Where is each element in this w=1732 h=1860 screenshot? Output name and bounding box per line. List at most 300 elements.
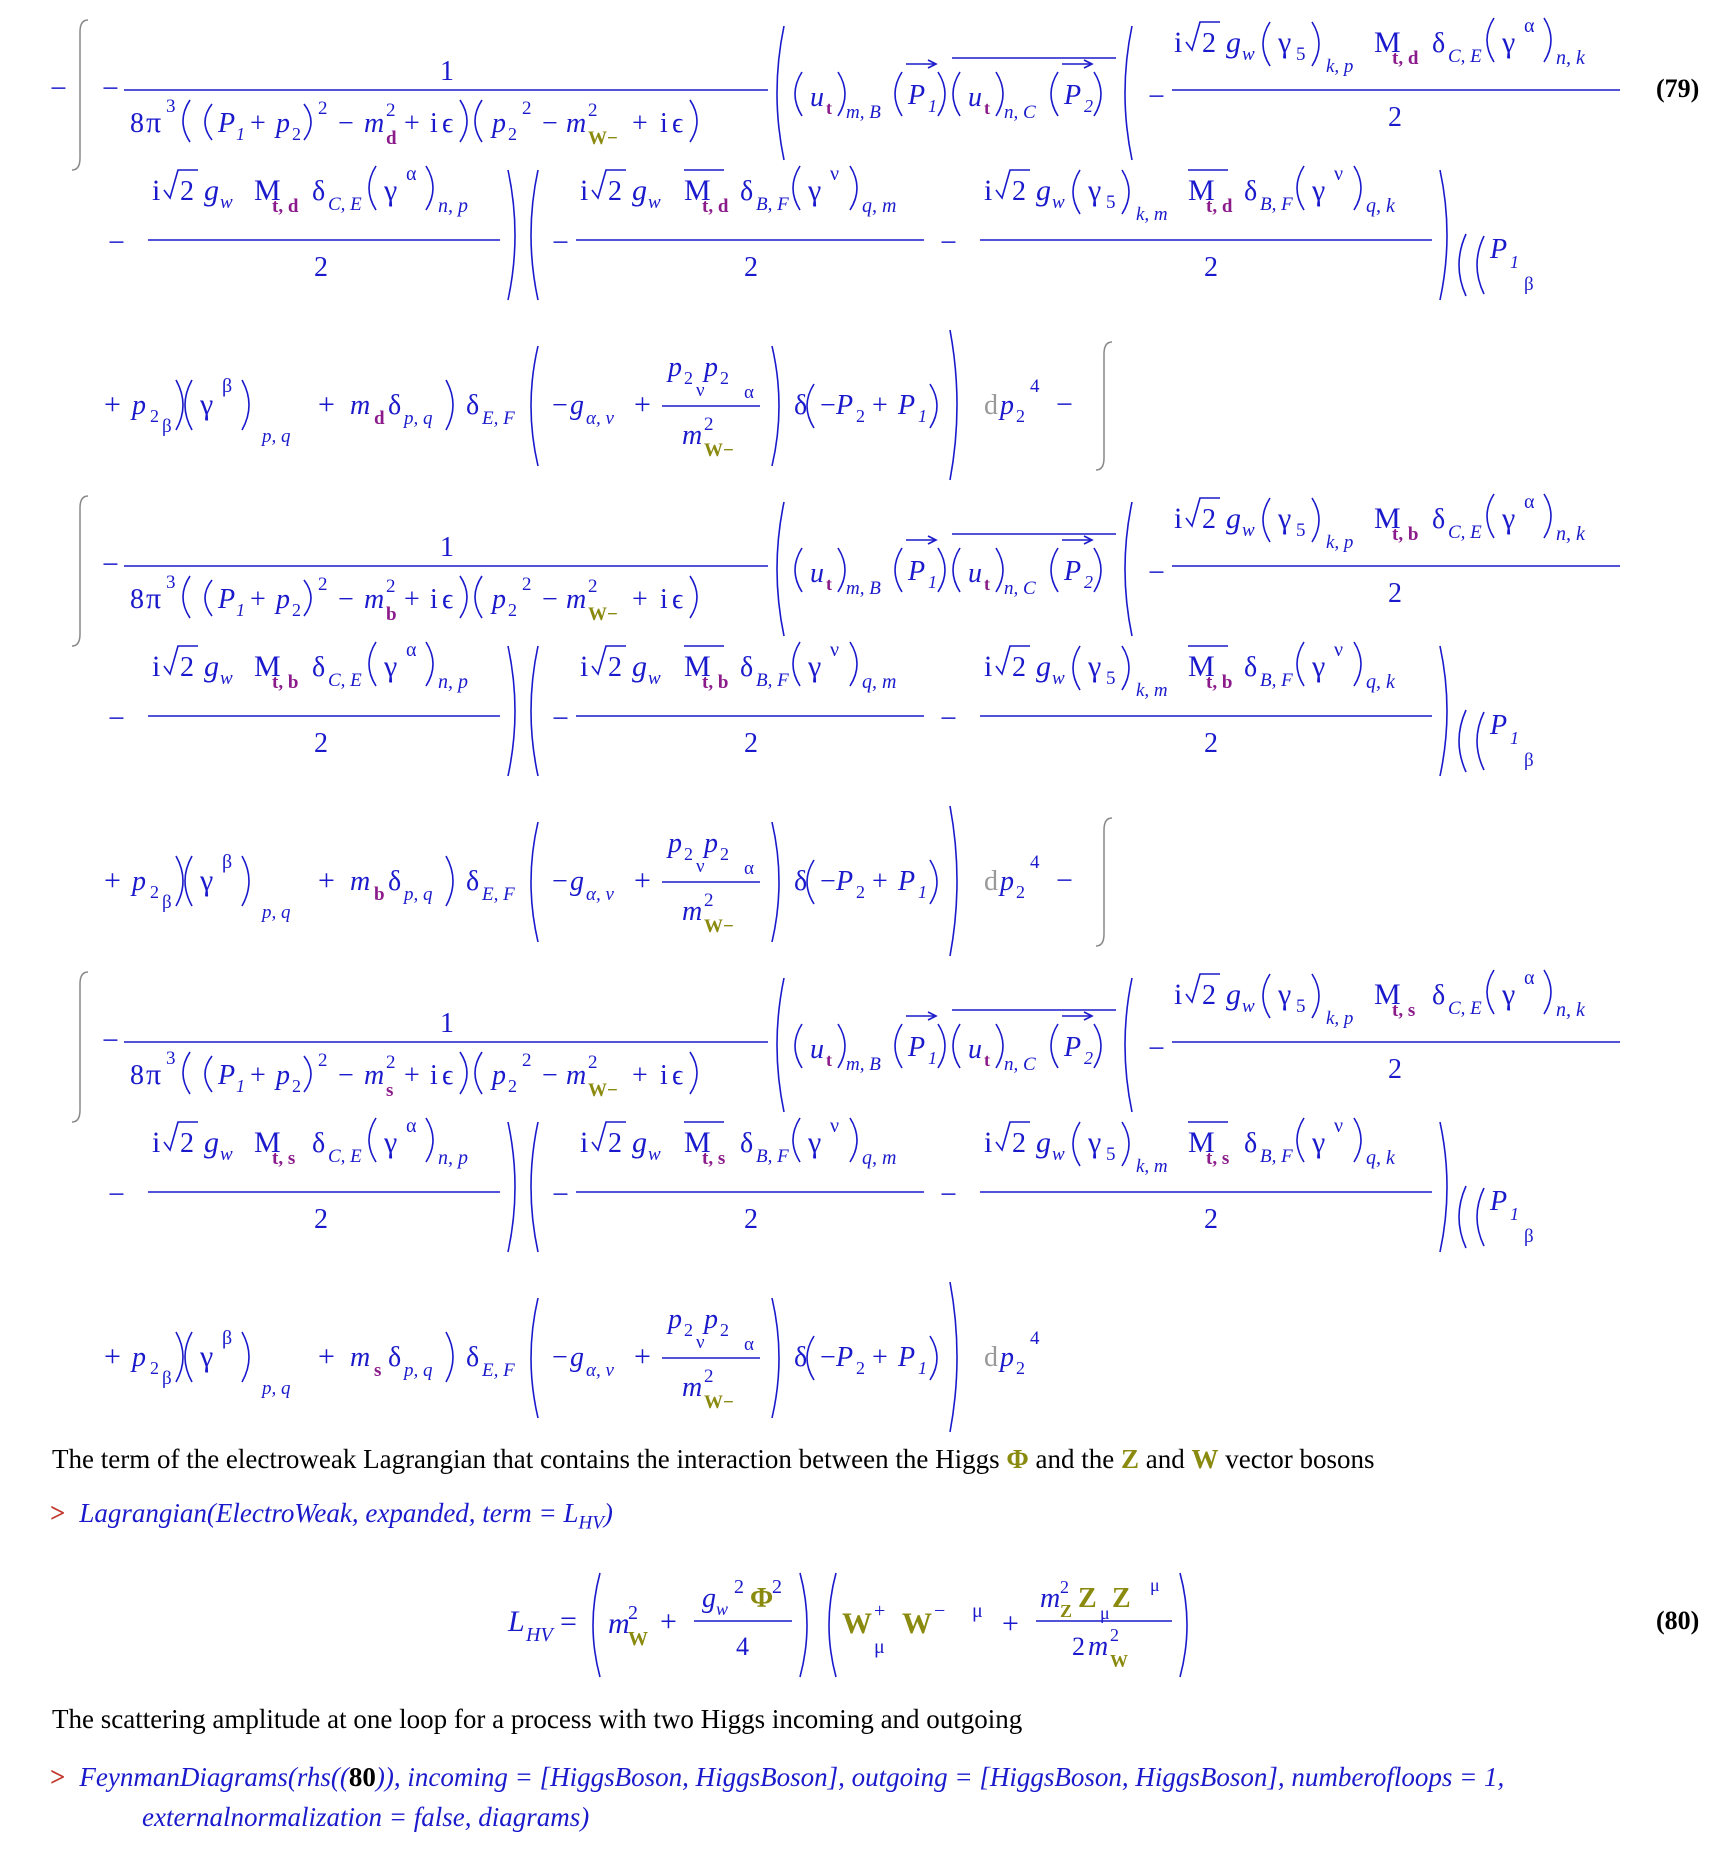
math-glyph: k, m [1136,204,1168,225]
math-glyph: 1 [440,56,454,87]
math-glyph: g [570,390,584,421]
math-glyph: P [898,390,916,421]
math-glyph: n, p [438,195,468,217]
math-glyph: M [254,1126,281,1159]
math-bracket [446,1332,453,1382]
math-glyph: t [984,1050,990,1070]
math-bracket [777,26,784,160]
math-glyph: d [386,128,397,149]
math-bracket [508,646,515,776]
math-glyph: m [566,1060,587,1091]
math-glyph: P [836,866,854,897]
math-bracket [1297,642,1304,686]
math-glyph: M [1374,978,1401,1011]
math-glyph: − [50,72,67,105]
math-glyph: 2 [588,1052,598,1073]
math-glyph: α [1524,491,1535,513]
command-ref: 80 [348,1762,376,1792]
math-glyph: δ [1244,1128,1258,1159]
math-bracket [772,346,779,466]
math-bracket [460,100,467,142]
math-glyph: 2 [150,406,159,426]
math-bracket [1297,1118,1304,1162]
prose-before: The term of the electroweak Lagrangian that contains the interaction between the Higgs [52,1444,1007,1474]
math-bracket [176,856,183,906]
svg-text:μ: μ [972,1600,983,1622]
math-glyph: u [968,558,982,589]
math-glyph: n, k [1556,523,1585,545]
math-glyph: 2 [1084,1048,1093,1068]
math-glyph: β [222,375,233,397]
math-glyph: − [1056,864,1073,897]
math-bracket [1073,646,1080,690]
math-bracket [183,576,190,618]
math-bracket [369,1118,376,1162]
math-glyph: − [552,702,569,735]
math-bracket [1459,234,1466,296]
math-glyph: 2 [720,844,729,864]
svg-text:m: m [1040,1583,1061,1614]
math-glyph: M [684,1126,711,1159]
math-bracket [1544,18,1551,62]
math-glyph: + [872,390,888,421]
math-glyph: δ [388,1342,402,1373]
math-glyph: 5 [1106,192,1116,213]
math-bracket [1477,712,1484,770]
math-glyph: ν [1334,163,1344,185]
math-bracket [793,166,800,210]
math-glyph: g [204,650,219,683]
math-glyph: 2 [704,414,714,435]
math-glyph: m, B [846,102,881,123]
math-glyph: γ [1502,978,1516,1011]
math-bracket [1263,498,1270,542]
math-bracket [1122,1122,1129,1166]
prose-after: vector bosons [1218,1444,1375,1474]
math-glyph: P [218,584,236,615]
math-bracket [304,104,311,140]
math-bracket [475,100,482,142]
math-glyph: δ [312,176,326,207]
math-glyph: δ [1432,980,1446,1011]
math-glyph: w [220,192,233,213]
prompt-marker: > [50,1762,66,1792]
math-glyph: g [204,1126,219,1159]
math-glyph: C, E [328,1146,362,1167]
math-bracket [793,642,800,686]
math-glyph: − [552,1178,569,1211]
math-glyph: + [872,866,888,897]
math-glyph: t, b [1206,672,1233,693]
math-glyph: 2 [704,1366,714,1387]
math-bracket [1073,170,1080,214]
math-glyph: π [146,582,162,615]
svg-text:4: 4 [736,1632,749,1661]
math-glyph: γ [1278,26,1292,59]
math-glyph: m [364,108,385,139]
math-glyph: 2 [704,890,714,911]
math-glyph: 3 [166,96,176,117]
math-glyph: δ [312,652,326,683]
math-glyph: − [552,866,568,897]
math-glyph: α [1524,967,1535,989]
math-glyph: γ [808,650,822,683]
math-bracket [1122,646,1129,690]
svg-text:μ: μ [1100,1603,1110,1623]
math-glyph: 2 [1202,504,1216,535]
math-glyph: P [1064,556,1082,587]
math-glyph: α, ν [586,408,614,429]
math-glyph: δ [312,1128,326,1159]
math-glyph: E, F [482,1360,515,1381]
math-bracket [850,1118,857,1162]
math-bracket [475,1052,482,1094]
math-bracket [531,646,538,776]
math-glyph: E, F [482,408,515,429]
math-glyph: i [152,174,161,207]
math-bracket [1477,236,1484,294]
math-glyph: 1 [440,532,454,563]
integral-sign [72,20,88,170]
math-glyph: 2 [684,844,693,864]
math-glyph: + [634,864,651,897]
math-glyph: n, C [1004,578,1036,599]
math-glyph: − [552,1342,568,1373]
math-glyph: p, q [404,408,433,429]
math-glyph: α [744,382,754,403]
math-glyph: 1 [236,1076,245,1096]
math-glyph: P [1490,1186,1508,1217]
math-glyph: − [338,1060,354,1091]
math-glyph: p [1000,866,1014,897]
math-bracket [938,1024,945,1068]
math-glyph: 2 [292,600,301,620]
math-glyph: t, b [1392,524,1419,545]
math-glyph: g [1226,26,1241,59]
math-glyph: m [566,108,587,139]
math-glyph: u [968,82,982,113]
math-glyph: δ [466,1342,480,1373]
math-glyph: ϵ [672,1060,684,1091]
math-glyph: m, B [846,1054,881,1075]
math-glyph: P [908,556,926,587]
math-glyph: β [162,416,172,437]
math-bracket [930,1336,937,1380]
math-glyph: k, m [1136,680,1168,701]
math-bracket [996,548,1003,592]
math-glyph: B, F [1260,194,1293,215]
math-glyph: + [250,1060,266,1091]
math-glyph: B, F [756,194,789,215]
math-glyph: i [152,650,161,683]
math-glyph: p [704,828,718,859]
math-glyph: 2 [522,1050,532,1071]
math-glyph: + [318,1340,335,1373]
math-glyph: t, s [702,1148,726,1169]
math-glyph: p [668,828,682,859]
math-glyph: 1 [918,406,927,426]
svg-text:g: g [702,1583,716,1614]
math-glyph: γ [200,864,214,897]
math-glyph: 2 [314,252,328,283]
math-glyph: g [204,174,219,207]
svg-text:W: W [902,1607,932,1640]
math-glyph: + [404,584,420,615]
math-glyph: + [104,864,121,897]
math-glyph: t, s [272,1148,296,1169]
math-glyph: δ [1244,176,1258,207]
math-glyph: − [820,866,836,897]
math-glyph: + [104,388,121,421]
math-bracket [183,100,190,142]
integral-sign [1096,818,1112,946]
math-glyph: 2 [508,1076,517,1096]
math-glyph: q, m [862,195,897,217]
math-glyph: 5 [1296,996,1306,1017]
math-glyph: − [940,226,957,259]
math-glyph: p [668,352,682,383]
math-glyph: + [634,1340,651,1373]
math-glyph: − [552,390,568,421]
math-glyph: 2 [588,100,598,121]
math-bracket [895,72,902,116]
lhv-lhs: L [508,1605,525,1638]
math-glyph: B, F [1260,1146,1293,1167]
math-glyph: − [338,108,354,139]
math-glyph: g [1226,978,1241,1011]
math-glyph: 2 [318,1050,328,1071]
math-bracket [1354,1118,1361,1162]
math-bracket [953,72,960,116]
math-glyph: p [492,1060,506,1091]
math-glyph: 2 [522,98,532,119]
math-glyph: α [406,1115,417,1137]
math-glyph: − [102,72,119,105]
math-glyph: 1 [928,96,937,116]
svg-text:W: W [842,1607,872,1640]
math-glyph: w [648,192,661,213]
math-bracket [508,1122,515,1252]
math-bracket [1051,1024,1058,1068]
integral-sign [1096,342,1112,470]
math-glyph: π [146,106,162,139]
math-glyph: 2 [292,124,301,144]
math-bracket [850,642,857,686]
math-glyph: q, k [1366,195,1395,217]
math-glyph: 2 [1012,1128,1026,1159]
math-glyph: α [406,163,417,185]
math-glyph: p [276,584,290,615]
math-bracket [950,806,957,956]
svg-text:2: 2 [772,1576,782,1598]
math-glyph: W− [704,440,734,461]
math-bracket [460,576,467,618]
math-glyph: b [386,604,397,625]
math-glyph: 2 [1084,572,1093,592]
math-glyph: α [406,639,417,661]
math-bracket [1312,498,1319,542]
svg-text:μ: μ [1150,1575,1160,1595]
w-boson-symbol: W [1191,1444,1219,1474]
math-glyph: 8 [130,1060,144,1091]
math-glyph: 2 [684,1320,693,1340]
math-glyph: w [1052,192,1065,213]
math-glyph: q, m [862,671,897,693]
math-glyph: W− [588,128,618,149]
math-glyph: m [350,390,371,421]
math-glyph: ϵ [672,108,684,139]
integral-block-b [72,491,1620,956]
math-glyph: α [744,858,754,879]
integral-sign [72,972,88,1122]
math-bracket [531,1122,538,1252]
math-glyph: + [632,1060,648,1091]
math-glyph: q, k [1366,671,1395,693]
math-glyph: q, k [1366,1147,1395,1169]
math-glyph: P [836,1342,854,1373]
math-glyph: α [744,1334,754,1355]
math-bracket [369,166,376,210]
math-bracket [1094,72,1101,116]
math-glyph: d [374,408,385,429]
math-glyph: β [222,851,233,873]
math-glyph: t, s [1392,1000,1416,1021]
math-bracket [531,1298,538,1418]
math-glyph: p [276,108,290,139]
math-glyph: P [898,866,916,897]
math-glyph: γ [808,174,822,207]
math-glyph: i [984,174,993,207]
math-bracket [1459,1186,1466,1248]
math-glyph: i [430,1060,438,1091]
command-text: Lagrangian(ElectroWeak, expanded, term = L [79,1498,579,1528]
math-glyph: − [552,226,569,259]
math-bracket [176,1332,183,1382]
math-glyph: 2 [1012,176,1026,207]
math-glyph: k, p [1326,56,1354,77]
math-glyph: − [108,702,125,735]
math-glyph: β [222,1327,233,1349]
math-glyph: P [218,1060,236,1091]
math-bracket [304,1056,311,1092]
command-lagrangian[interactable] [50,1498,613,1534]
svg-text:HV: HV [526,1624,553,1646]
math-bracket [1094,1024,1101,1068]
math-glyph: β [1524,750,1534,771]
math-glyph: 2 [180,1128,194,1159]
math-glyph: P [1490,710,1508,741]
math-glyph: γ [1312,174,1326,207]
math-glyph: ν [830,639,840,661]
math-glyph: 2 [720,1320,729,1340]
math-glyph: + [318,864,335,897]
math-glyph: + [872,1342,888,1373]
math-glyph: 2 [1388,578,1402,609]
math-glyph: w [1052,1144,1065,1165]
math-glyph: t, b [702,672,729,693]
math-glyph: m [364,584,385,615]
math-glyph: g [570,1342,584,1373]
math-glyph: 1 [236,600,245,620]
math-glyph: − [108,1178,125,1211]
math-bracket [475,576,482,618]
math-glyph: m [350,866,371,897]
math-glyph: i [660,1060,668,1091]
math-glyph: M [1374,502,1401,535]
math-glyph: t, b [272,672,299,693]
math-glyph: 4 [1030,852,1040,873]
math-glyph: P [1064,80,1082,111]
math-glyph: + [404,108,420,139]
math-glyph: γ [200,388,214,421]
prose-text-higgs-vector [52,1444,1374,1475]
math-glyph: δ [794,390,808,421]
svg-text:w: w [716,1599,729,1619]
math-glyph: W− [704,916,734,937]
math-bracket [531,170,538,300]
math-bracket [508,170,515,300]
svg-text:2: 2 [734,1576,744,1598]
math-bracket [1094,548,1101,592]
math-glyph: δ [740,652,754,683]
math-glyph: M [254,650,281,683]
math-bracket [850,166,857,210]
math-bracket [460,1052,467,1094]
svg-text:=: = [560,1605,577,1638]
math-glyph: 2 [1202,28,1216,59]
math-glyph: δ [466,390,480,421]
math-glyph: B, F [756,670,789,691]
math-glyph: w [648,668,661,689]
math-bracket [242,1332,249,1382]
math-glyph: 1 [928,572,937,592]
math-glyph: 1 [918,882,927,902]
math-bracket [777,502,784,636]
output-math-80 [0,1555,1732,1695]
math-glyph: 2 [1204,1204,1218,1235]
math-glyph: w [1242,996,1255,1017]
math-glyph: 2 [1016,406,1025,426]
math-glyph: w [220,668,233,689]
math-glyph: M [254,174,281,207]
math-glyph: i [580,174,589,207]
math-glyph: g [1036,650,1051,683]
math-glyph: d [984,866,998,897]
math-glyph: ν [830,163,840,185]
math-bracket [1477,1188,1484,1246]
math-glyph: 4 [1030,376,1040,397]
math-bracket [772,1298,779,1418]
equation-label-79: (79) [1656,74,1700,103]
math-glyph: 2 [856,406,865,426]
math-glyph: δ [1244,652,1258,683]
math-glyph: 2 [386,576,396,597]
math-glyph: 1 [1510,252,1519,272]
math-glyph: t [984,574,990,594]
math-glyph: γ [1502,26,1516,59]
math-glyph: 2 [608,1128,622,1159]
math-glyph: p [492,108,506,139]
math-glyph: 2 [1388,102,1402,133]
math-glyph: P [908,1032,926,1063]
math-glyph: δ [1432,28,1446,59]
svg-text:−: − [934,1600,946,1622]
math-glyph: i [430,584,438,615]
math-glyph: ν [696,856,705,877]
math-glyph: M [1188,1126,1215,1159]
command-feynman-diagrams[interactable] [50,1762,1504,1793]
math-bracket [938,72,945,116]
